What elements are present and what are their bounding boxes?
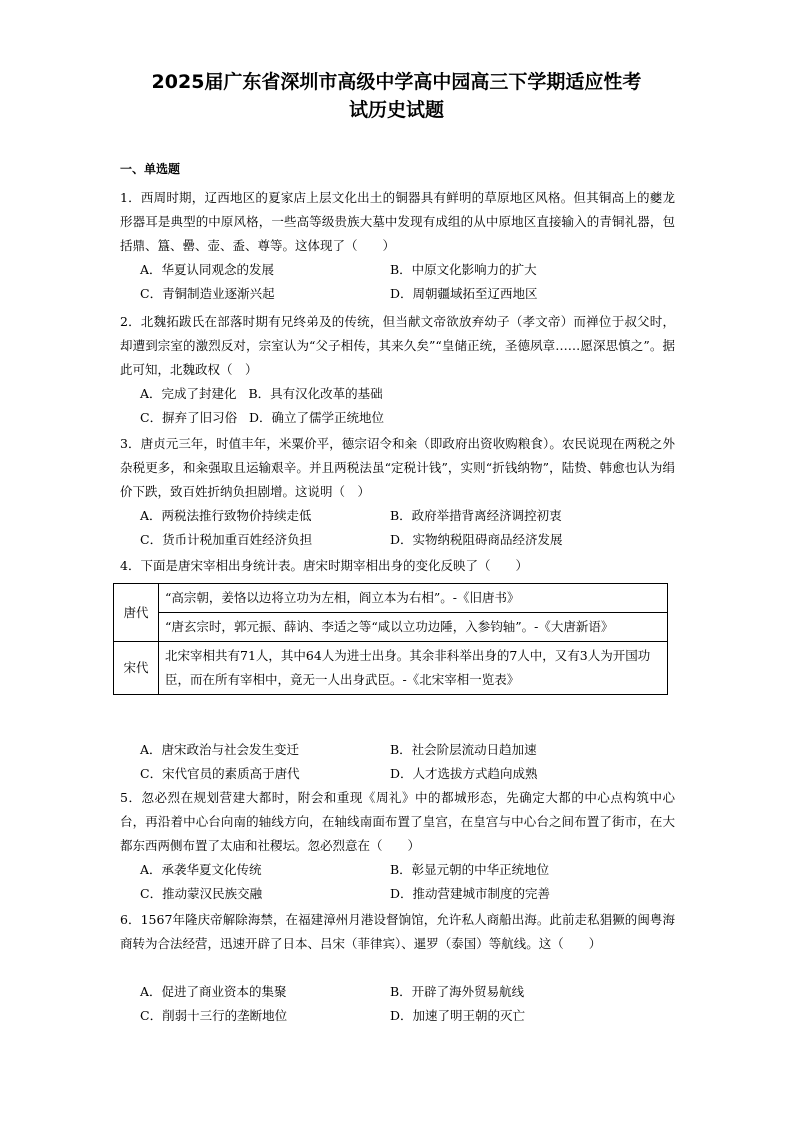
tang-quote-1: “高宗朝，姜恪以边将立功为左相，阎立本为右相”。-《旧唐书》 xyxy=(159,584,668,613)
era-cell-tang: 唐代 xyxy=(114,584,159,642)
title-line-1: 2025届广东省深圳市高级中学高中园高三下学期适应性考 xyxy=(151,71,642,93)
q4-option-a: A．唐宋政治与社会发生变迁 xyxy=(140,742,300,757)
q2-option-a: A．完成了封建化 xyxy=(140,386,237,401)
q2-option-d: D．确立了儒学正统地位 xyxy=(249,410,385,425)
q4-option-c: C．宋代官员的素质高于唐代 xyxy=(140,766,300,781)
q3-option-b: B．政府举措背离经济调控初衷 xyxy=(390,508,562,523)
q1-option-d: D．周朝疆域拓至辽西地区 xyxy=(390,286,538,301)
q1-option-b: B．中原文化影响力的扩大 xyxy=(390,262,537,277)
question-4-options xyxy=(140,738,680,786)
question-3-stem: 3．唐贞元三年，时值丰年，米粟价平，德宗诏令和籴（即政府出资收购粮食）。农民说现在两税之外杂税更多，和籴强取且运输艰辛。并且两税法虽“定税计钱”，实则“折钱纳物”，陆贽、韩愈也认为绢价下跌，致百姓折纳负担剧增。这说明（ ） xyxy=(120,436,675,499)
question-1-options xyxy=(140,258,680,306)
q6-option-c: C．削弱十三行的垄断地位 xyxy=(140,1008,288,1023)
q5-option-d: D．推动营建城市制度的完善 xyxy=(390,886,551,901)
question-1-stem: 1．西周时期，辽西地区的夏家店上层文化出土的铜器具有鲜明的草原地区风格。但其铜高上的夔龙形器耳是典型的中原风格，一些高等级贵族大墓中发现有成组的从中原地区直接输入的青铜礼器，包括鼎、簋、罍、壶、盉、尊等。这体现了（ ） xyxy=(120,190,675,253)
q4-option-d: D．人才选拔方式趋向成熟 xyxy=(390,766,538,781)
q3-option-a: A．两税法推行致物价持续走低 xyxy=(140,508,312,523)
table-row xyxy=(114,642,668,695)
q4-option-b: B．社会阶层流动日趋加速 xyxy=(390,742,537,757)
title-line-2: 试历史试题 xyxy=(348,99,444,121)
question-5-stem: 5．忽必烈在规划营建大都时，附会和重现《周礼》中的都城形态，先确定大都的中心点构筑中心台，再沿着中心台向南的轴线方向，在轴线南面布置了皇宫，在皇宫与中心台之间布置了街市，在大都东西两侧布置了太庙和社稷坛。忽必烈意在（ ） xyxy=(120,790,675,853)
question-4-stem: 4．下面是唐宋宰相出身统计表。唐宋时期宰相出身的变化反映了（ ） xyxy=(120,558,528,573)
song-statistics: 北宋宰相共有71人，其中64人为进士出身。其余非科举出身的7人中，又有3人为开国功臣，而在所有宰相中，竟无一人出身武臣。-《北宋宰相一览表》 xyxy=(159,642,668,695)
question-4-table xyxy=(113,583,668,695)
question-3-options xyxy=(140,504,680,552)
table-row xyxy=(114,584,668,613)
tang-quote-2: “唐玄宗时，郭元振、薛讷、李适之等“咸以立功边陲，入参钧轴”。-《大唐新语》 xyxy=(159,613,668,642)
q5-option-b: B．彰显元朝的中华正统地位 xyxy=(390,862,550,877)
q3-option-d: D．实物纳税阻碍商品经济发展 xyxy=(390,532,563,547)
question-2-options xyxy=(140,382,680,430)
era-cell-song: 宋代 xyxy=(114,642,159,695)
q2-option-c: C．摒弃了旧习俗 xyxy=(140,410,238,425)
q6-option-b: B．开辟了海外贸易航线 xyxy=(390,984,525,999)
page-title xyxy=(100,68,693,124)
q5-option-c: C．推动蒙汉民族交融 xyxy=(140,886,263,901)
q3-option-c: C．货币计税加重百姓经济负担 xyxy=(140,532,313,547)
question-6-options xyxy=(140,980,680,1028)
question-6-stem: 6．1567年隆庆帝解除海禁，在福建漳州月港设督饷馆，允许私人商船出海。此前走私猖獗的闽粤海商转为合法经营，迅速开辟了日本、吕宋（菲律宾）、暹罗（泰国）等航线。这（ ） xyxy=(120,912,675,951)
q1-option-c: C．青铜制造业逐渐兴起 xyxy=(140,286,275,301)
q6-option-d: D．加速了明王朝的灭亡 xyxy=(390,1008,526,1023)
section-heading: 一、单选题 xyxy=(120,162,181,176)
q6-option-a: A．促进了商业资本的集聚 xyxy=(140,984,287,999)
q2-option-b: B．具有汉化改革的基础 xyxy=(248,386,383,401)
question-5-options xyxy=(140,858,680,906)
q1-option-a: A．华夏认同观念的发展 xyxy=(140,262,275,277)
table-row xyxy=(114,613,668,642)
q5-option-a: A．承袭华夏文化传统 xyxy=(140,862,262,877)
question-2-stem: 2．北魏拓跋氏在部落时期有兄终弟及的传统，但当献文帝欲放弃幼子（孝文帝）而禅位于叔父时，却遭到宗室的激烈反对，宗室认为“父子相传，其来久矣”“皇储正统，圣德夙章……愿深思慎之”。据此可知，北魏政权（ ） xyxy=(120,314,675,377)
